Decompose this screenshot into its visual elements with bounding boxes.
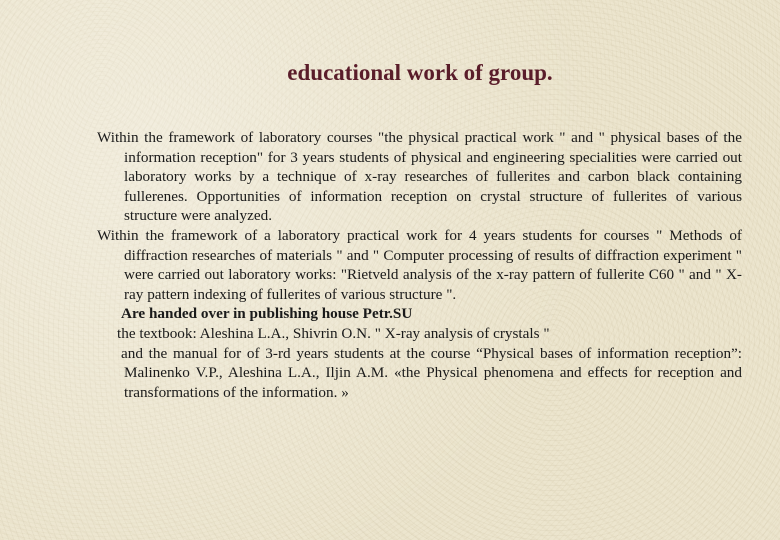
slide-title: educational work of group.	[287, 60, 553, 85]
paragraph-publishing-heading: Are handed over in publishing house Petr.SU	[121, 305, 413, 323]
slide-body	[97, 128, 742, 402]
paragraph-lab-courses: Within the framework of laboratory courses "the physical practical work " and " physical bases of the information reception" for 3 years students of physical and engineering specialities were carried out laboratory works by a technique of x-ray researches of fullerites and carbon black containing fullerenes. Opportunities of information reception on crystal structure of fullerites of various structure were analyzed.	[97, 129, 742, 225]
paragraph-manual: and the manual for of 3-rd years students at the course “Physical bases of information reception”: Malinenko V.P., Aleshina L.A., Iljin A.M. «the Physical phenomena and effects for reception and transformations of the information. »	[121, 344, 742, 401]
paragraph-practical-work: Within the framework of a laboratory practical work for 4 years students for courses " Methods of diffraction researches of materials " and " Computer processing of results of diffraction experiment " were carried out laboratory works: "Rietveld analysis of the x-ray pattern of fullerite C60 " and " X-ray pattern indexing of fullerites of various structure ".	[97, 226, 742, 303]
paragraph-textbook: the textbook: Aleshina L.A., Shivrin O.N. " X-ray analysis of crystals "	[117, 324, 550, 342]
